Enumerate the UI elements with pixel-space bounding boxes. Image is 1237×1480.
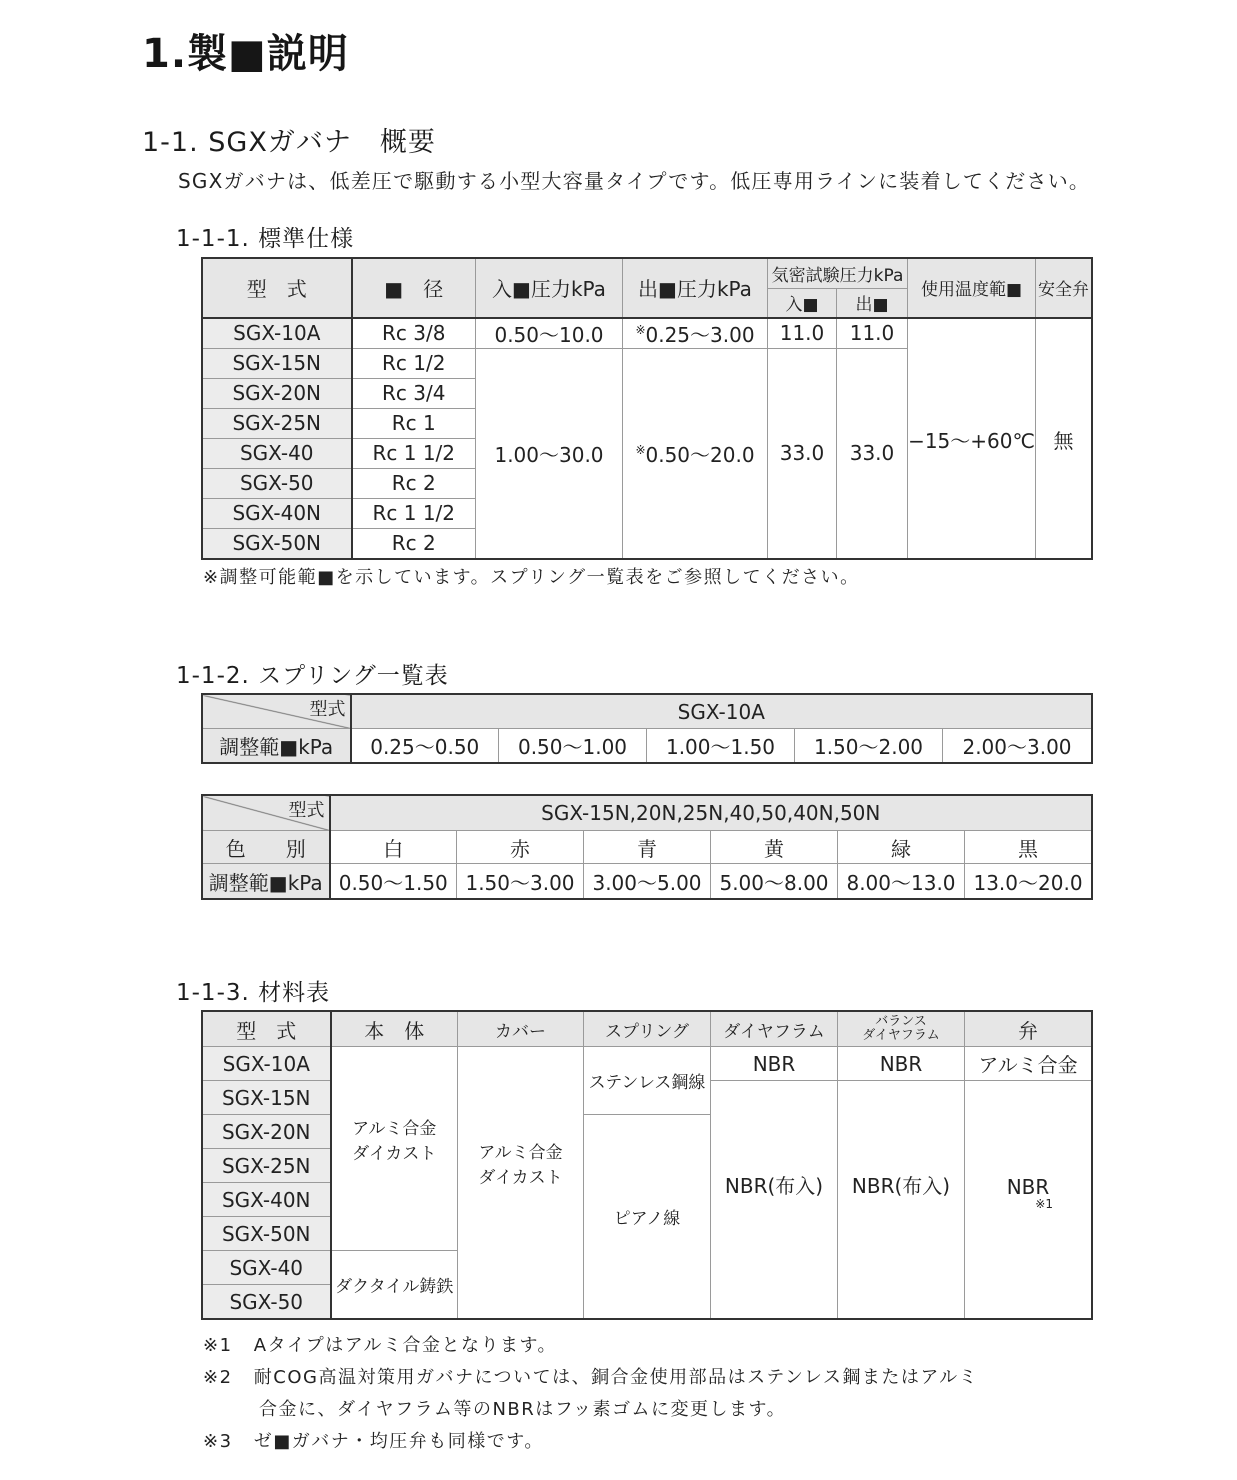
footnote-text: 耐COG高温対策用ガバナについては、銅合金使用部品はステンレス鋼またはアルミ [253,1367,979,1388]
spec-port: Rc 3/4 [352,378,476,408]
spring-corner-cell [203,796,330,831]
materials-spring-piano: ピアノ線 [584,1115,711,1319]
materials-body-ductile: ダクタイル鋳鉄 [331,1251,458,1319]
spring-range: 5.00～8.00 [711,864,838,899]
spring-color: 白 [330,831,457,864]
materials-header-diaphragm: ダイヤフラム [711,1012,838,1047]
spec-leak-out-a: 11.0 [837,318,908,349]
spec-port: Rc 2 [352,528,476,558]
table-row [203,864,1092,899]
spring-range: 1.50～2.00 [795,729,943,763]
spec-model: SGX-40 [203,438,352,468]
spring-range: 1.00～1.50 [647,729,795,763]
spec-model: SGX-20N [203,378,352,408]
spec-outlet-a [623,318,768,349]
materials-header-valve: 弁 [965,1012,1092,1047]
spec-header-temp: 使用温度範■ [908,259,1036,318]
spec-heading: 1-1-1. 標準仕様 [176,226,355,252]
footnote-2 [203,1363,978,1389]
spec-leak-in-a: 11.0 [768,318,837,349]
spring-range: 0.25～0.50 [351,729,499,763]
spring-color-label: 色 別 [203,831,330,864]
table-row [203,729,1092,763]
spec-model: SGX-50N [203,528,352,558]
footnote-mark: ※ [635,322,646,337]
spec-table [202,258,1092,559]
spec-header-leak-out: 出■ [837,289,908,318]
spring-corner-label: 型式 [288,800,325,821]
spring-color: 黄 [711,831,838,864]
materials-balance-b: NBR(布入) [838,1081,965,1319]
footnote-mark: ※1 [203,1335,233,1356]
materials-model: SGX-40 [203,1251,331,1285]
spring-corner-label: 型式 [309,699,346,720]
spec-outlet-a-value: 0.25～3.00 [645,322,755,347]
spring-range-label: 調整範■kPa [203,729,351,763]
materials-cover [458,1047,584,1319]
spring-range: 0.50～1.00 [499,729,647,763]
spring-model-header: SGX-10A [351,695,1092,729]
materials-model: SGX-25N [203,1149,331,1183]
spring-range-label: 調整範■kPa [203,864,330,899]
materials-header-model: 型 式 [203,1012,331,1047]
footnote-text: Aタイプはアルミ合金となります。 [253,1335,558,1356]
spec-port: Rc 1 [352,408,476,438]
section-heading: 1-1. SGXガバナ 概要 [142,127,436,158]
footnote-3 [203,1427,544,1453]
spec-port: Rc 1/2 [352,348,476,378]
spec-header-inlet: 入■圧力kPa [476,259,623,318]
spec-port: Rc 2 [352,468,476,498]
spec-inlet-b: 1.00～30.0 [476,348,623,558]
cover-line1: アルミ合金 [478,1142,563,1163]
spec-model: SGX-15N [203,348,352,378]
materials-model: SGX-50 [203,1285,331,1319]
page-title: 1.製■説明 [142,31,349,77]
spec-temp: −15～+60℃ [908,318,1036,559]
footnote-1 [203,1331,557,1357]
spring-range: 2.00～3.00 [943,729,1092,763]
materials-model: SGX-40N [203,1183,331,1217]
materials-valve-b [965,1081,1092,1319]
spec-note: ※調整可能範■を示しています。スプリング一覧表をご参照してください。 [203,567,860,588]
materials-header-spring: スプリング [584,1012,711,1047]
section-intro: SGXガバナは、低差圧で駆動する小型大容量タイプです。低圧専用ラインに装着してください。 [178,169,1091,193]
footnote-mark: ※ [635,442,646,457]
balance-label-1: バランス [875,1014,927,1029]
spring-range: 1.50～3.00 [457,864,584,899]
spec-header-model: 型 式 [203,259,352,318]
materials-header-balance [838,1012,965,1047]
valve-b-footnote: ※1 [1035,1196,1053,1211]
valve-b-text: NBR [1006,1174,1050,1199]
spring-model-header: SGX-15N,20N,25N,40,50,40N,50N [330,796,1092,831]
body-alu-line1: アルミ合金 [352,1118,437,1139]
spring-color: 黒 [965,831,1092,864]
spec-leak-out-b: 33.0 [837,348,908,558]
spring-table-n [202,795,1092,899]
spring-color: 青 [584,831,711,864]
materials-heading: 1-1-3. 材料表 [176,980,331,1006]
table-row [203,318,1092,349]
spring-range: 0.50～1.50 [330,864,457,899]
materials-valve-a: アルミ合金 [965,1047,1092,1081]
spec-leak-in-b: 33.0 [768,348,837,558]
materials-diaphragm-a: NBR [711,1047,838,1081]
spring-corner-cell [203,695,351,729]
materials-spring-stainless: ステンレス鋼線 [584,1047,711,1115]
spec-model: SGX-50 [203,468,352,498]
spec-port: Rc 3/8 [352,318,476,349]
spec-model: SGX-10A [203,318,352,349]
spring-table-10a [202,694,1092,763]
spec-port: Rc 1 1/2 [352,498,476,528]
table-row [203,1047,1092,1081]
spec-model: SGX-25N [203,408,352,438]
materials-header-body: 本 体 [331,1012,458,1047]
spring-range: 8.00～13.0 [838,864,965,899]
spec-header-outlet: 出■圧力kPa [623,259,768,318]
spec-safety: 無 [1036,318,1092,559]
materials-model: SGX-50N [203,1217,331,1251]
materials-balance-a: NBR [838,1047,965,1081]
materials-model: SGX-15N [203,1081,331,1115]
balance-label-2: ダイヤフラム [862,1028,940,1043]
footnote-mark: ※3 [203,1431,233,1452]
materials-model: SGX-10A [203,1047,331,1081]
spec-header-leak-test: 気密試験圧力kPa [768,259,908,289]
footnote-text: ゼ■ガバナ・均圧弁も同様です。 [253,1431,544,1452]
spec-port: Rc 1 1/2 [352,438,476,468]
spec-header-port: ■ 径 [352,259,476,318]
body-alu-line2: ダイカスト [352,1143,437,1164]
spring-color: 赤 [457,831,584,864]
spec-outlet-b-value: 0.50～20.0 [645,442,755,467]
spec-model: SGX-40N [203,498,352,528]
spring-color: 緑 [838,831,965,864]
table-row [203,831,1092,864]
spec-header-safety: 安全弁 [1036,259,1092,318]
spring-range: 13.0～20.0 [965,864,1092,899]
spec-inlet-a: 0.50～10.0 [476,318,623,349]
materials-model: SGX-20N [203,1115,331,1149]
materials-diaphragm-b: NBR(布入) [711,1081,838,1319]
spec-header-leak-in: 入■ [768,289,837,318]
materials-body-alu [331,1047,458,1251]
cover-line2: ダイカスト [478,1167,563,1188]
springs-heading: 1-1-2. スプリング一覧表 [176,663,449,689]
footnote-2-continued: 合金に、ダイヤフラム等のNBRはフッ素ゴムに変更します。 [259,1399,787,1420]
materials-header-cover: カバー [458,1012,584,1047]
spring-range: 3.00～5.00 [584,864,711,899]
footnote-mark: ※2 [203,1367,233,1388]
materials-table [202,1011,1092,1319]
spec-outlet-b [623,348,768,558]
